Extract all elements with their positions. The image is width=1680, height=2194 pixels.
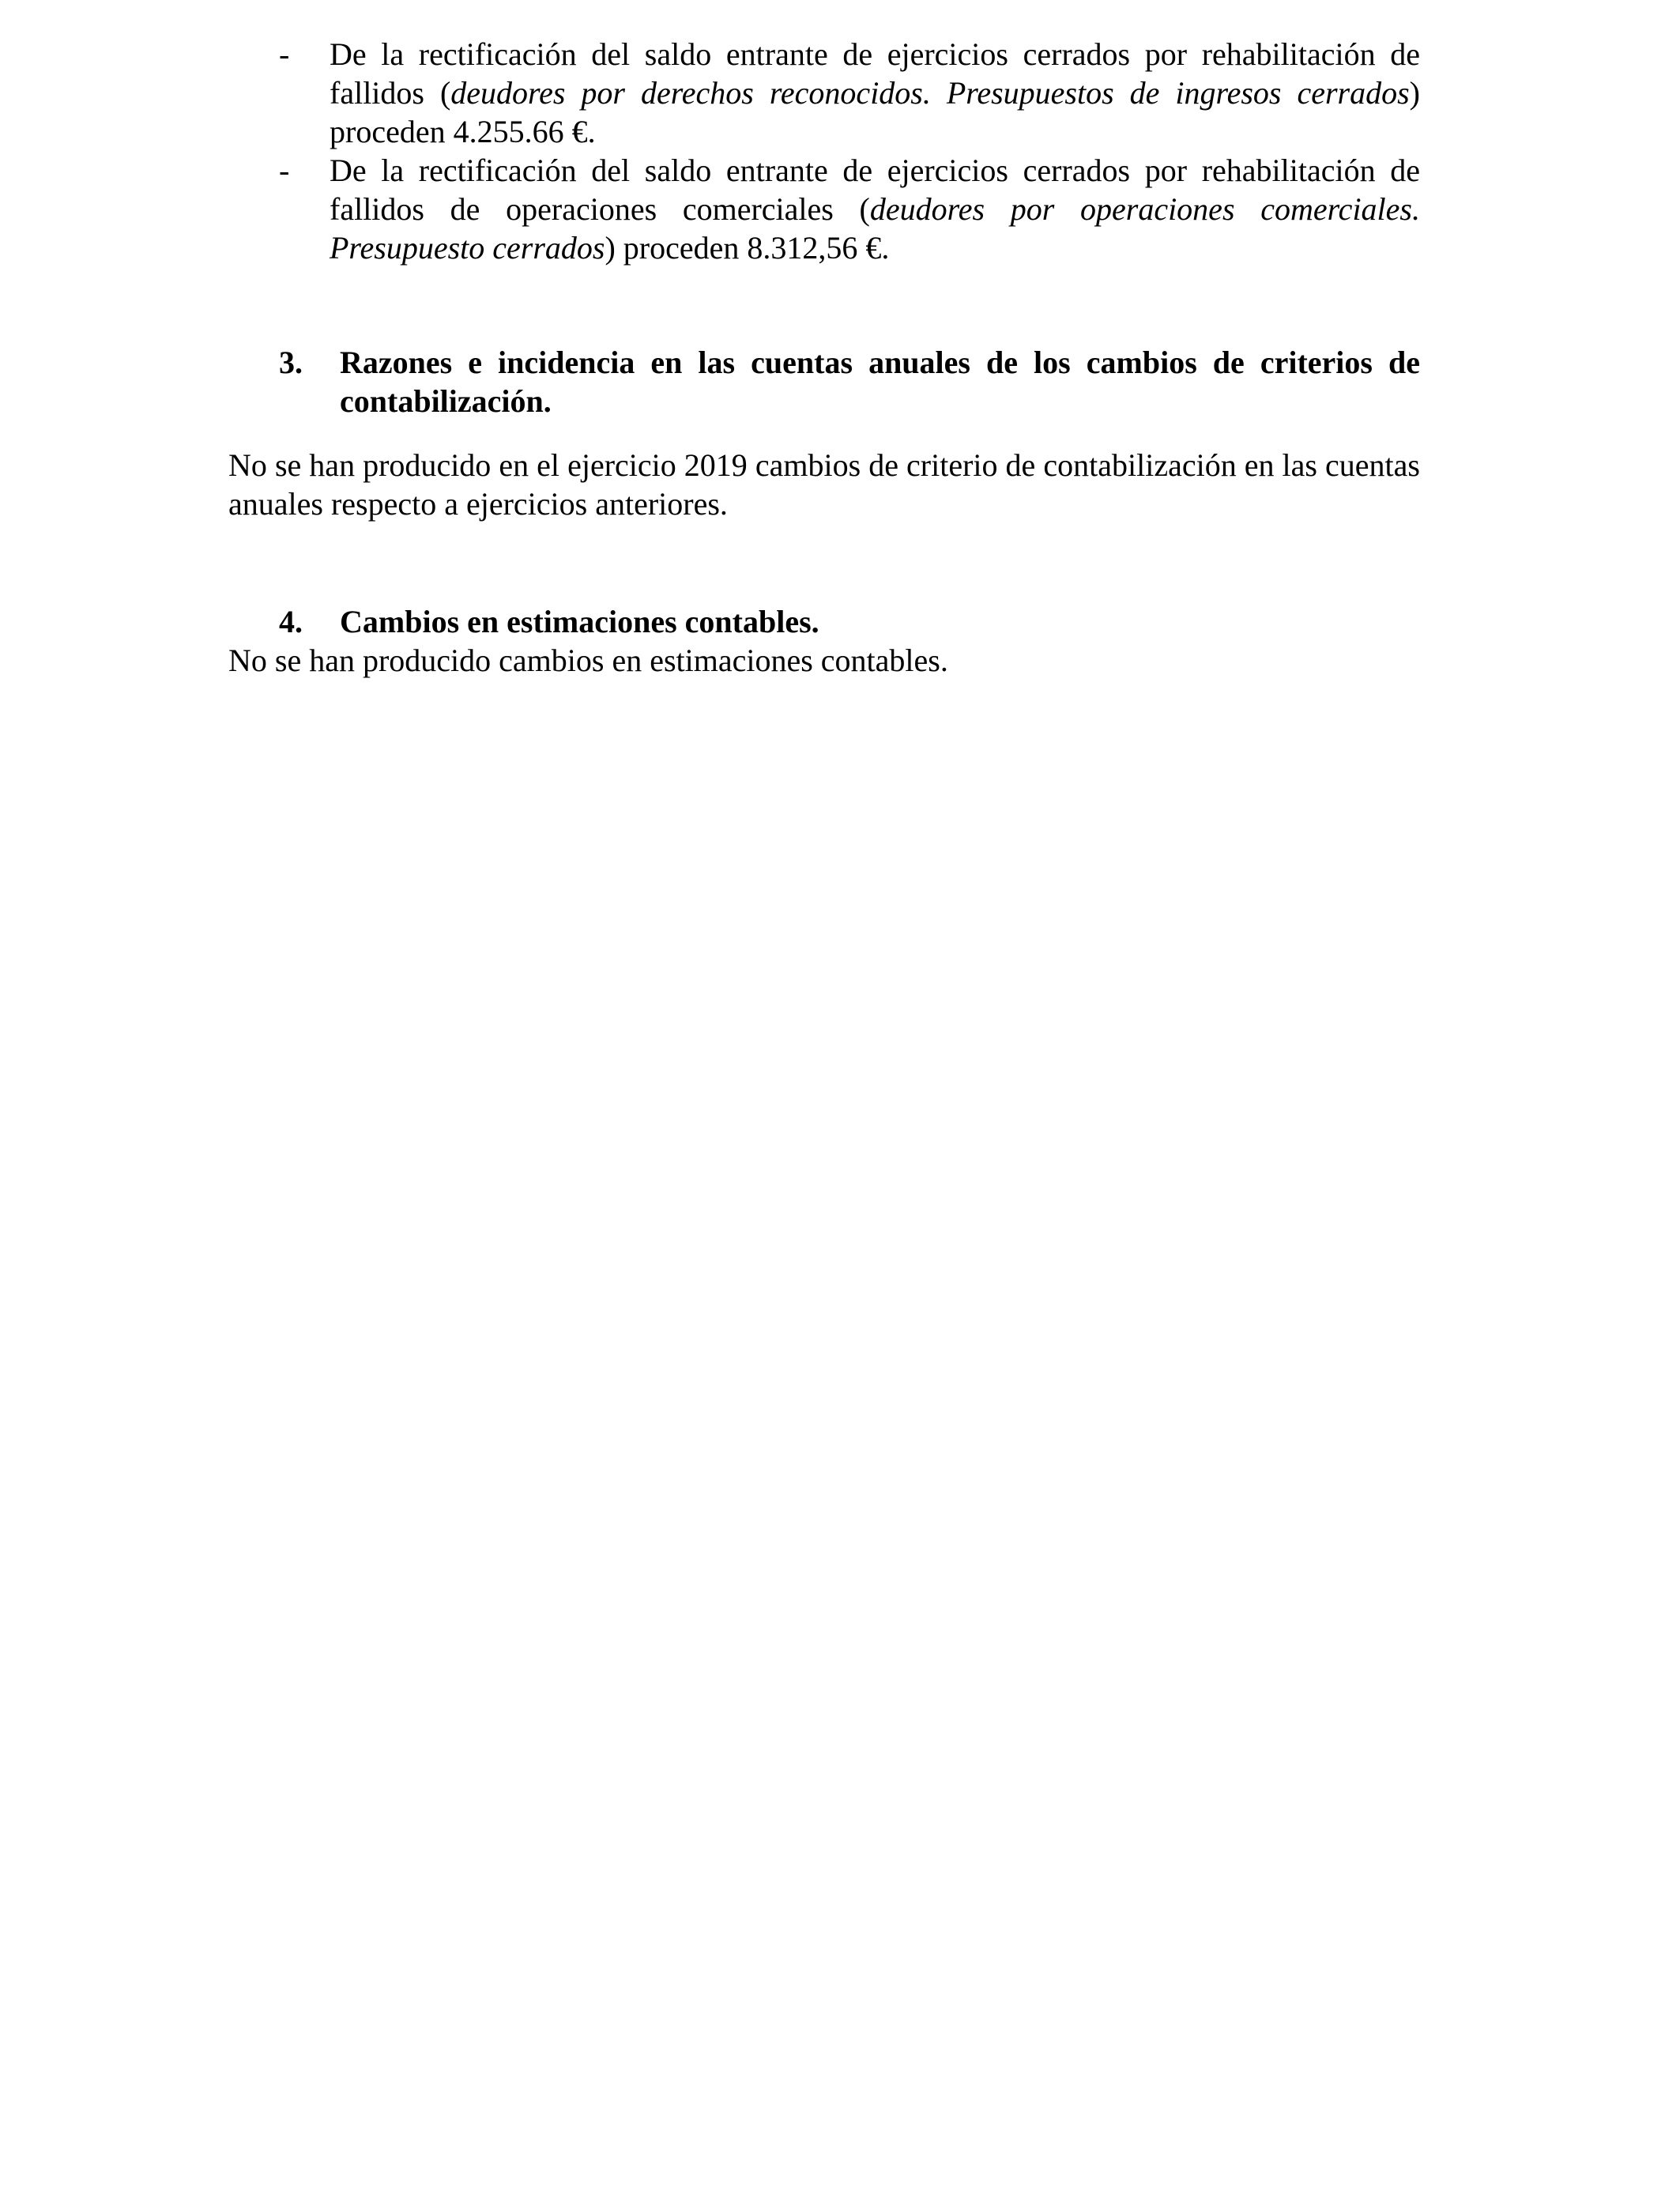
section-3-title: Razones e incidencia en las cuentas anuales de los cambios de criterios de contabilización.	[340, 345, 1420, 419]
section-4-heading	[228, 602, 1420, 641]
bullet-text-end: ) proceden 8.312,56 €.	[605, 230, 890, 266]
section-4-number: 4.	[279, 604, 303, 639]
document-page	[228, 35, 1420, 680]
bullet-text: De la rectificación del saldo entrante de ejercicios cerrados por rehabilitación de fallidos de operaciones comerciales (	[330, 153, 1420, 227]
section-3-body: No se han producido en el ejercicio 2019 cambios de criterio de contabilización en las cuentas anuales respecto a ejercicios anteriores.	[228, 447, 1420, 522]
bullet-dash: -	[279, 36, 290, 72]
bullet-dash: -	[279, 153, 290, 188]
section-3-heading	[228, 343, 1420, 420]
bullet-italic-text: deudores por operaciones comerciales. Presupuesto cerrados	[330, 191, 1420, 266]
section-4-title: Cambios en estimaciones contables.	[340, 604, 819, 639]
bullet-italic-text: deudores por derechos reconocidos. Presupuestos de ingresos cerrados	[450, 75, 1410, 111]
list-item	[228, 35, 1420, 151]
bullet-text: De la rectificación del saldo entrante de ejercicios cerrados por rehabilitación de fallidos (	[330, 36, 1420, 111]
bullet-list	[228, 35, 1420, 267]
list-item	[228, 151, 1420, 267]
section-3-number: 3.	[279, 345, 303, 380]
section-4-body: No se han producido cambios en estimaciones contables.	[228, 643, 948, 678]
bullet-text-end: ) proceden 4.255.66 €.	[330, 75, 1420, 149]
